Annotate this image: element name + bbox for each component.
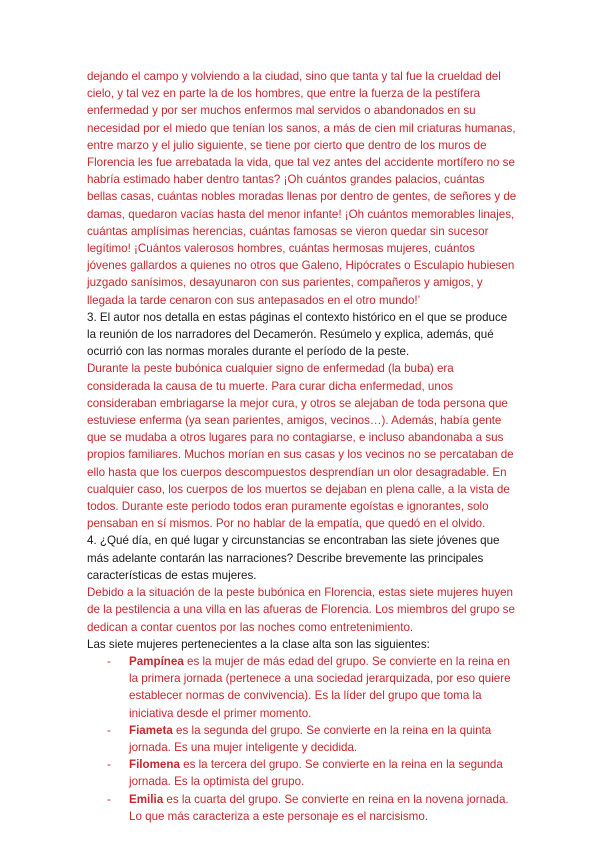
- bullet-dash: -: [107, 654, 111, 668]
- woman-name: Filomena: [129, 758, 180, 772]
- bullet-dash: -: [107, 723, 111, 737]
- woman-description: es la mujer de más edad del grupo. Se convierte en la reina en la primera jornada (pertenece a una sociedad jerarquizada, por eso quiere establecer normas de convivencia). Es la líder del grupo que toma la iniciativa desde el primer momento.: [129, 654, 511, 720]
- question-4: 4. ¿Qué día, en qué lugar y circunstancias se encontraban las siete jóvenes que más adelante contarán las narraciones? Describe brevemente las principales características de estas mujeres.: [87, 534, 500, 582]
- woman-description: es la tercera del grupo. Se convierte en la reina en la segunda jornada. Es la optimista del grupo.: [129, 758, 503, 789]
- list-item: [107, 722, 517, 756]
- question-3: 3. El autor nos detalla en estas páginas el contexto histórico en el que se produce la reunión de los narradores del Decamerón. Resúmelo y explica, además, qué ocurrió con las normas morales durante el período de la peste.: [87, 310, 508, 359]
- woman-name: Pampínea: [129, 654, 184, 668]
- answer-3: Durante la peste bubónica cualquier signo de enfermedad (la buba) era considerada la causa de tu muerte. Para curar dicha enfermedad, unos consideraban embriagarse la mejor cura, y otros se alejaban de toda persona que estuviese enferma (ya sean parientes, amigos, vecinos…). Además, había gente que se mudaba a otros lugares para no contagiarse, e incluso abandonaba a sus propios familiares. Muchos morían en sus casas y los vecinos no se percataban de ello hasta que los cuerpos descompuestos desprendían un olor desagradable. En cualquier caso, los cuerpos de los muertos se dejaban en plena calle, a la vista de todos. Durante este periodo todos eran puramente egoístas e ignorantes, solo pensaban en sí mismos. Por no hablar de la empatía, que quedó en el olvido.: [87, 362, 514, 531]
- bullet-dash: -: [107, 758, 111, 772]
- list-item: [107, 791, 517, 825]
- women-list: [87, 653, 517, 825]
- woman-name: Emilia: [129, 792, 164, 806]
- woman-description: es la cuarta del grupo. Se convierte en reina en la novena jornada. Lo que más caracteriza a este personaje es el narcisismo.: [129, 792, 509, 823]
- woman-description: es la segunda del grupo. Se convierte en la reina en la quinta jornada. Es una mujer inteligente y decidida.: [129, 723, 492, 754]
- list-item: [107, 756, 517, 790]
- document-page: [87, 68, 517, 825]
- bullet-dash: -: [107, 792, 111, 806]
- quote-paragraph: dejando el campo y volviendo a la ciudad, sino que tanta y tal fue la crueldad del cielo, y tal vez en parte la de los hombres, que entre la fuerza de la pestífera enfermedad y por ser muchos enfermos mal servidos o abandonados en su necesidad por el miedo que tenían los sanos, a más de cien mil criaturas humanas, entre marzo y el julio siguiente, se tiene por cierto que dentro de los muros de Florencia les fue arrebatada la vida, que tal vez antes del accidente mortífero no se habría estimado haber dentro tantas? ¡Oh cuántos grandes palacios, cuántas bellas casas, cuántas nobles moradas llenas por dentro de gentes, de señores y de damas, quedaron vacías hasta del menor infante! ¡Oh cuántos memorables linajes, cuántas amplísimas herencias, cuántas famosas se vieron quedar sin sucesor legítimo! ¡Cuántos valerosos hombres, cuántas hermosas mujeres, cuántos jóvenes gallardos a quienes no otros que Galeno, Hipócrates o Esculapio hubiesen juzgado sanísimos, desayunaron con sus parientes, compañeros y amigos, y llegada la tarde cenaron con sus antepasados en el otro mundo!’: [87, 70, 517, 307]
- woman-name: Fiameta: [129, 723, 173, 737]
- list-intro: Las siete mujeres pertenecientes a la clase alta son las siguientes:: [87, 637, 430, 651]
- answer-4: Debido a la situación de la peste bubónica en Florencia, estas siete mujeres huyen de la pestilencia a una villa en las afueras de Florencia. Los miembros del grupo se dedican a contar cuentos por las noches como entretenimiento.: [87, 586, 515, 634]
- list-item: [107, 653, 517, 722]
